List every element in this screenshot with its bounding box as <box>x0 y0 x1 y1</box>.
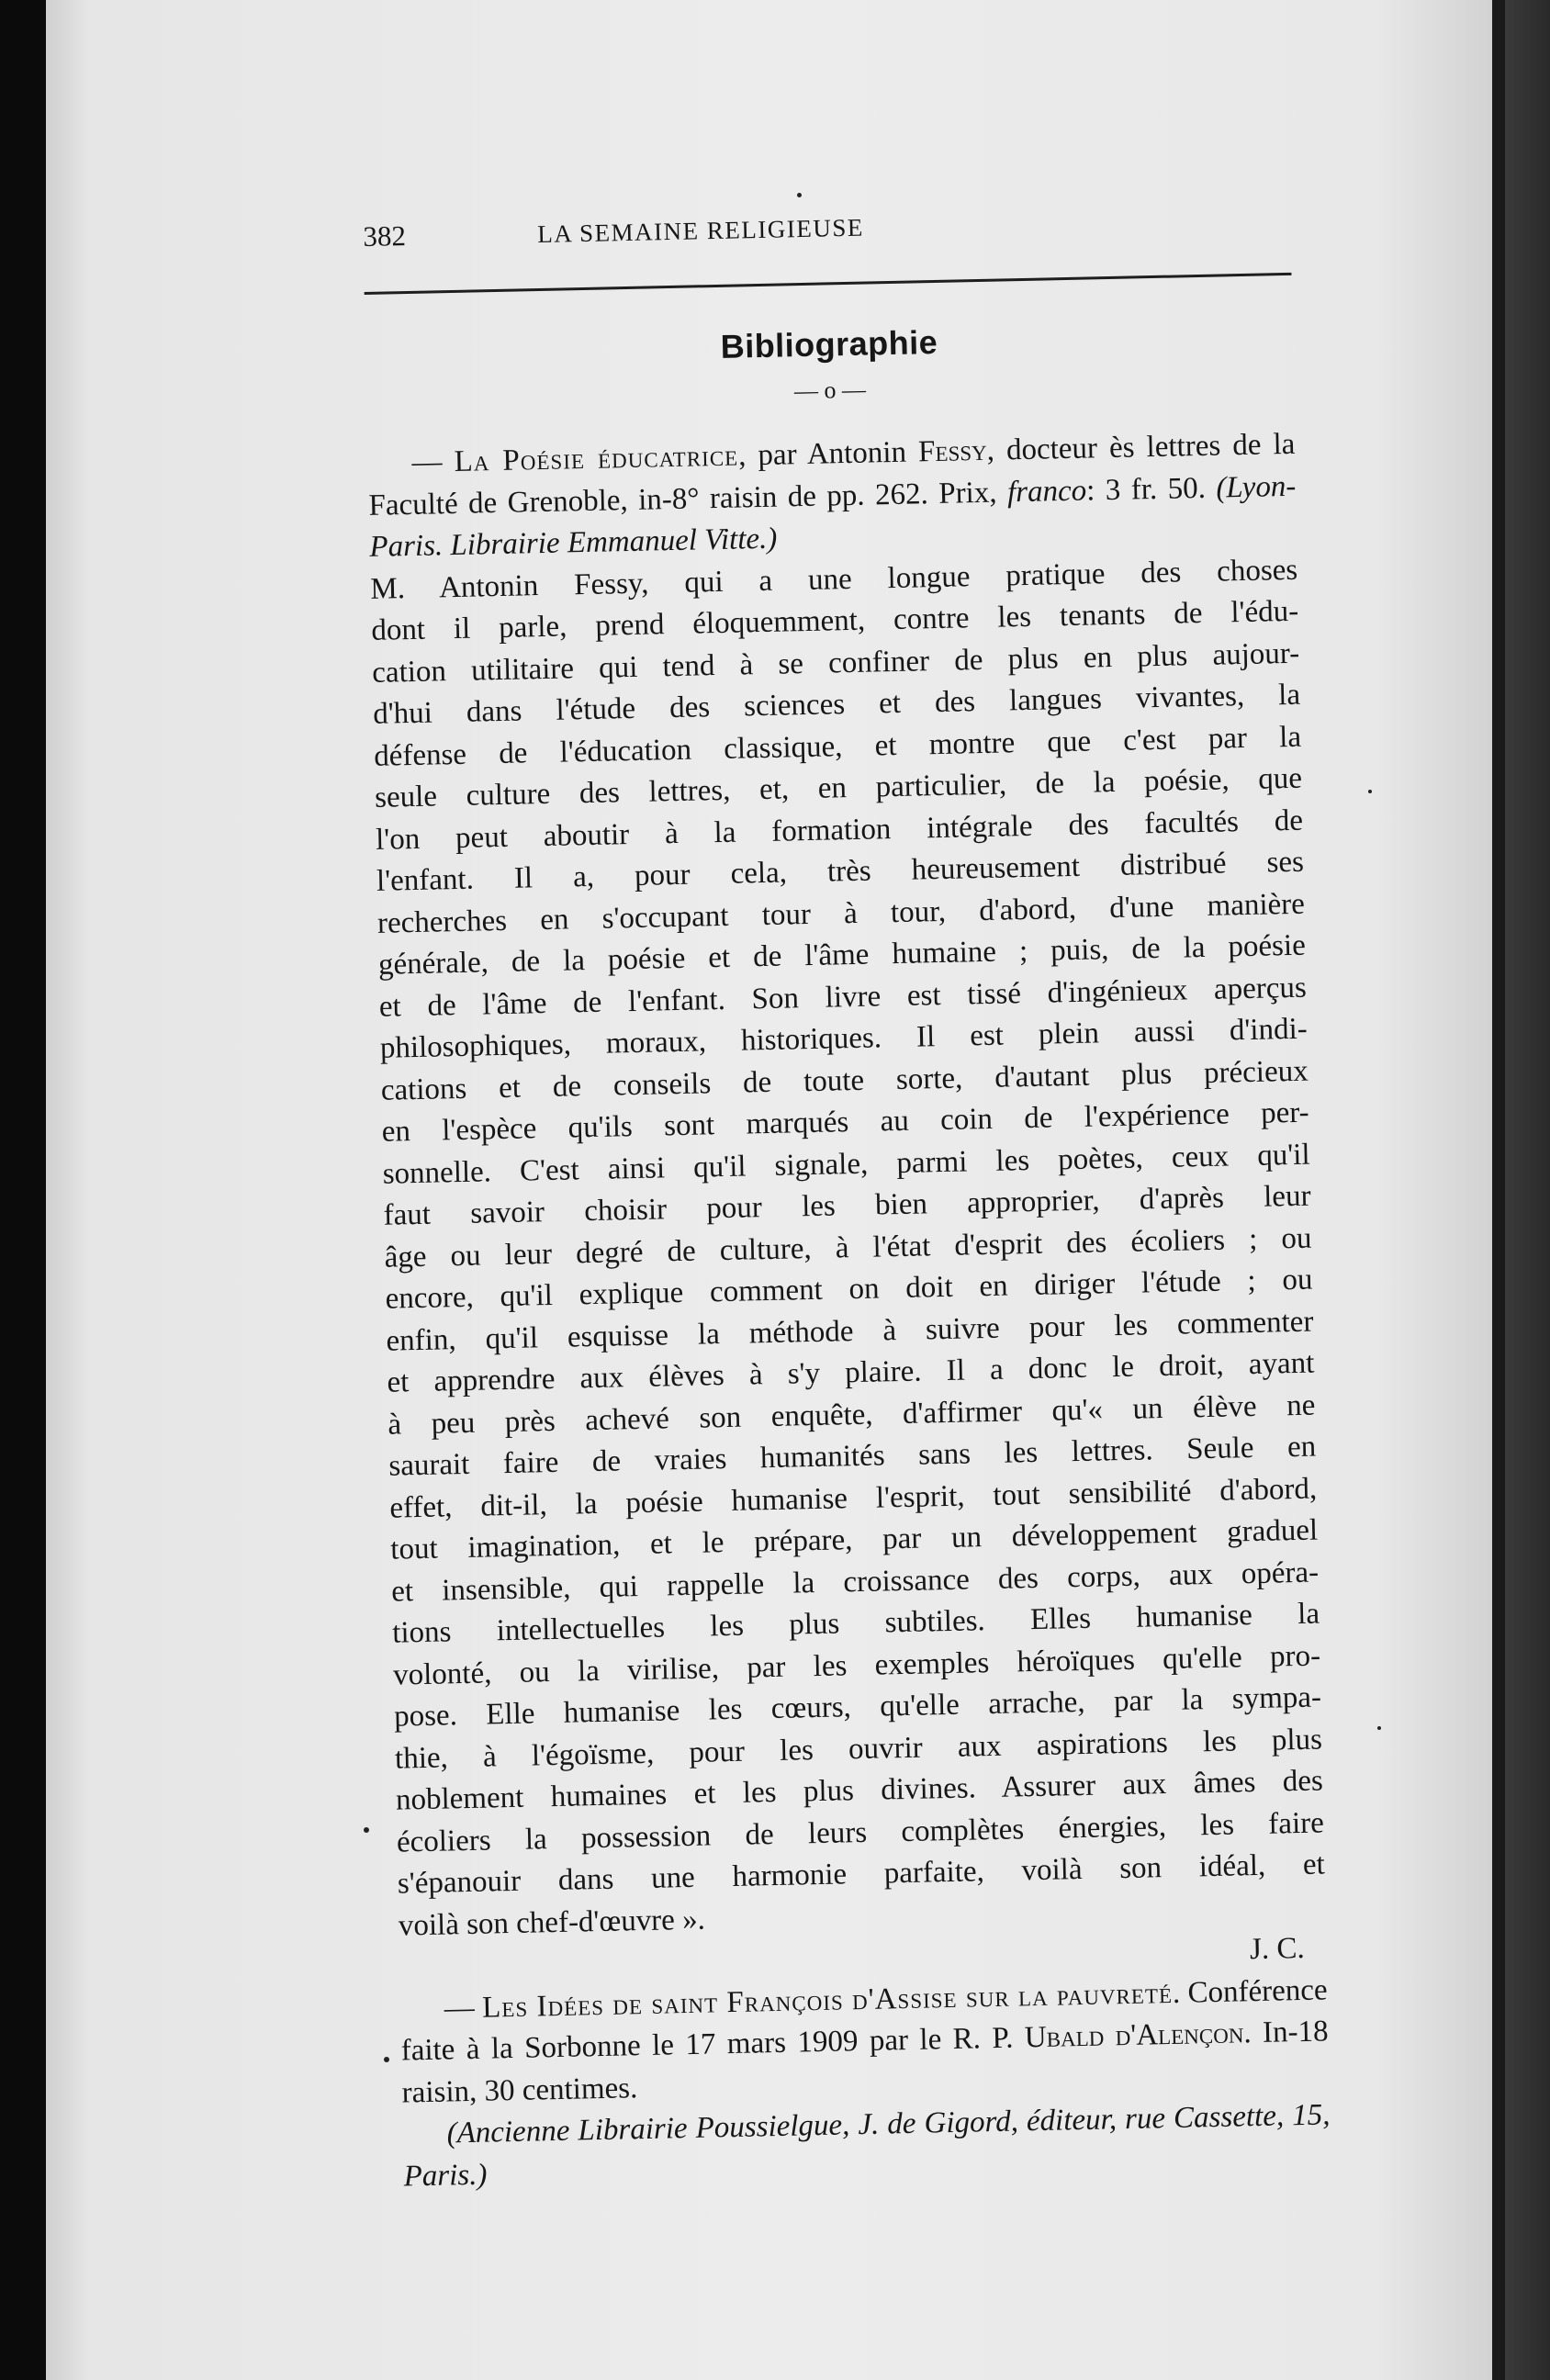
review-signature: J. C. <box>1249 1931 1306 1967</box>
review-line: thie, à l'égoïsme, pour les ouvrir aux aspirations les plus <box>394 1722 1323 1776</box>
print-speck <box>384 2057 389 2062</box>
next-page-strip <box>1505 0 1550 2380</box>
print-speck <box>1377 1726 1381 1730</box>
page-number: 382 <box>363 219 407 253</box>
bibliography-text <box>367 424 1331 2198</box>
entry-1-citation <box>367 424 1297 569</box>
review-line: d'hui dans l'étude des sciences et des langues vivantes, la <box>372 678 1301 731</box>
review-line: sonnelle. C'est ainsi qu'il signale, parmi les poètes, ceux qu'il <box>382 1138 1310 1191</box>
review-line: l'enfant. Il a, pour cela, très heureusement distribué ses <box>376 845 1305 898</box>
review-line: M. Antonin Fessy, qui a une longue pratique des choses <box>370 553 1298 606</box>
review-line: et insensible, qui rappelle la croissance des corps, aux opéra- <box>390 1555 1320 1609</box>
review-line: seule culture des lettres, et, en particulier, de la poésie, que <box>374 761 1303 814</box>
review-line: en l'espèce qu'ils sont marqués au coin de l'expérience per- <box>381 1095 1309 1149</box>
entry-1-review <box>370 549 1326 1947</box>
review-line: générale, de la poésie et de l'âme humaine ; puis, de la poésie <box>377 928 1307 982</box>
entry-1-franco: franco <box>1006 474 1087 509</box>
review-line: tout imagination, et le prépare, par un développement graduel <box>389 1513 1319 1566</box>
review-line: et de l'âme de l'enfant. Son livre est tissé d'ingénieux aperçus <box>378 971 1308 1024</box>
entry-1-book-title: La Poésie éducatrice <box>454 439 739 478</box>
review-line: tions intellectuelles les plus subtiles. Elles humanise la <box>391 1597 1320 1650</box>
review-line: s'épanouir dans une harmonie parfaite, voilà son idéal, et <box>397 1847 1326 1901</box>
print-speck <box>797 193 802 197</box>
review-line: voilà son chef-d'œuvre ». <box>398 1903 706 1943</box>
entry-1-publisher: (Lyon-Paris. Librairie Emmanuel Vitte.) <box>369 469 1297 564</box>
entry-2-citation <box>399 1970 1330 2115</box>
print-speck <box>364 1827 369 1833</box>
review-line: effet, dit-il, la poésie humanise l'esprit, tout sensibilité d'abord, <box>388 1472 1318 1525</box>
review-line: âge ou leur degré de culture, à l'état d'esprit des écoliers ; ou <box>384 1221 1312 1274</box>
entry-2-author-prefix: R. P. <box>952 2021 1026 2056</box>
review-line: saurait faire de vraies humanités sans les lettres. Seule en <box>388 1430 1317 1483</box>
review-line: philosophiques, moraux, historiques. Il est plein aussi d'indi- <box>379 1012 1309 1065</box>
entry-1-by: , par Antonin <box>737 435 919 473</box>
review-line: enfin, qu'il esquisse la méthode à suivre pour les commenter <box>386 1305 1314 1358</box>
section-title: Bibliographie <box>720 322 938 365</box>
review-line: faut savoir choisir pour les bien approprier, d'après leur <box>383 1179 1311 1232</box>
review-line: cations et de conseils de toute sorte, d'autant plus précieux <box>380 1054 1309 1107</box>
review-line: et apprendre aux élèves à s'y plaire. Il a donc le droit, ayant <box>387 1346 1315 1399</box>
review-line: noblement humaines et les plus divines. Assurer aux âmes des <box>395 1764 1324 1817</box>
review-line: recherches en s'occupant tour à tour, d'abord, d'une manière <box>376 887 1306 940</box>
page-content <box>363 201 1331 2198</box>
review-line: dont il parle, prend éloquemment, contre les tenants de l'édu- <box>370 594 1299 647</box>
entry-1-details: , docteur ès lettres de la Faculté de Grenoble, in-8° raisin de pp. 262. Prix, <box>368 427 1296 522</box>
print-speck <box>1368 790 1372 793</box>
entry-dash: — <box>444 1991 476 2026</box>
review-line: encore, qu'il explique comment on doit en diriger l'étude ; ou <box>385 1263 1313 1316</box>
entry-2-author: Ubald d'Alençon <box>1024 2016 1244 2055</box>
section-ornament: — o — <box>793 376 867 405</box>
entry-2-format: . In-18 raisin, 30 centimes. <box>401 2015 1329 2110</box>
entry-1-author: Fessy <box>917 433 988 469</box>
review-line: pose. Elle humanise les cœurs, qu'elle arrache, par la sympa- <box>393 1680 1322 1734</box>
review-line: défense de l'éducation classique, et montre que c'est par la <box>373 720 1302 773</box>
entry-2-details: . Conférence faite à la Sorbonne le 17 mars 1909 par le <box>400 1972 1328 2068</box>
review-line: volonté, ou la virilise, par les exemples héroïques qu'elle pro- <box>392 1639 1321 1692</box>
review-line: à peu près achevé son enquête, d'affirmer qu'« un élève ne <box>388 1388 1316 1442</box>
entry-2-book-title: Les Idées de saint François d'Assise sur la pauvreté <box>481 1976 1174 2025</box>
page-binding-edge <box>1492 0 1505 2380</box>
review-line: cation utilitaire qui tend à se confiner de plus en plus aujour- <box>371 636 1300 690</box>
running-head: LA SEMAINE RELIGIEUSE <box>537 213 865 249</box>
review-line: l'on peut aboutir à la formation intégrale des facultés de <box>375 803 1304 857</box>
review-line: écoliers la possession de leurs complètes énergies, les faire <box>396 1805 1325 1859</box>
entry-dash: — <box>411 445 443 479</box>
entry-1-price: : 3 fr. 50. <box>1085 471 1207 508</box>
header-rule <box>365 273 1292 295</box>
entry-2-publisher: (Ancienne Librairie Poussielgue, J. de Gigord, éditeur, rue Cassette, 15, Paris.) <box>403 2098 1331 2194</box>
